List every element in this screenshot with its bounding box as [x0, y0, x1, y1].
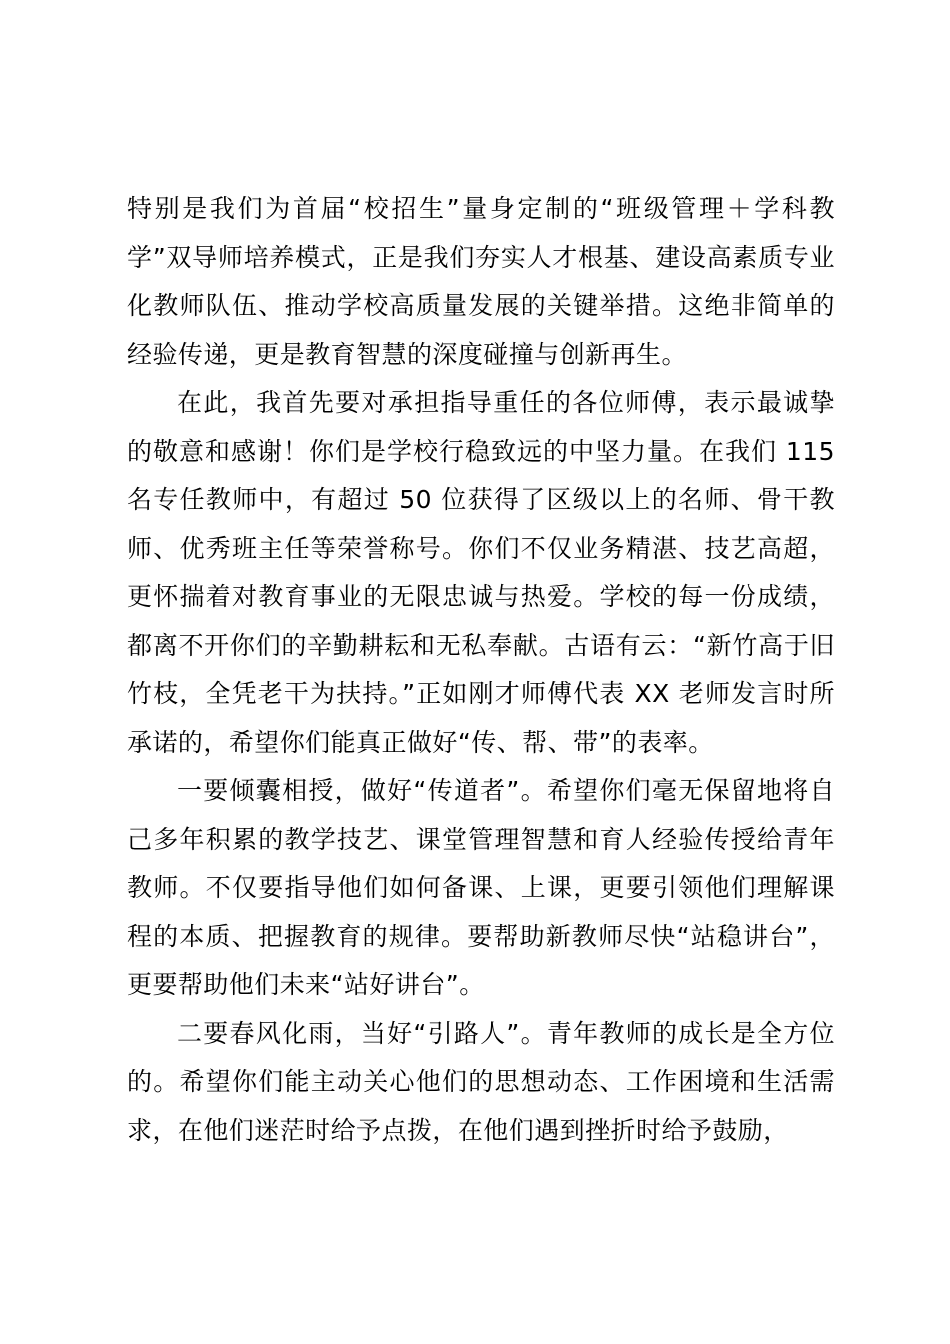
text-line: 旧竹枝，全凭老干为扶持。”正如刚才师傅代表 XX 老师发言: [127, 630, 835, 708]
document-body: [127, 185, 835, 1155]
text-line: 二要春风化雨，当好“引路人”。青年教师的成长是全方: [177, 1018, 810, 1048]
text-line: 师、优秀班主任等荣誉称号。你们不仅业务精湛、技艺高超，: [127, 533, 835, 563]
paragraph: [127, 767, 835, 1010]
text-line: 更怀揣着对教育事业的无限忠诚与热爱。学校的每一份成绩，: [127, 582, 835, 611]
paragraph: [127, 1010, 835, 1156]
paragraph: [127, 379, 835, 767]
text-line: 位的。希望你们能主动关心他们的思想动态、工作困境和生活: [127, 1018, 835, 1096]
text-line: 的敬意和感谢！你们是学校行稳致远的中坚力量。在我们 115: [127, 436, 835, 466]
text-line: 需求，在他们迷茫时给予点拨，在他们遇到挫折时给予鼓励，: [127, 1067, 835, 1145]
text-line: 学”双导师培养模式，正是我们夯实人才根基、建设高素质专: [127, 242, 810, 272]
text-line: 的经验传递，更是教育智慧的深度碰撞与创新再生。: [127, 291, 835, 369]
text-line: 业化教师队伍、推动学校高质量发展的关键举措。这绝非简单: [127, 242, 835, 320]
text-line: 台”，更要帮助他们未来“站好讲台”。: [127, 921, 835, 999]
text-line: 时所承诺的，希望你们能真正做好“传、帮、带”的表率。: [127, 679, 836, 757]
text-line: 在此，我首先要对承担指导重任的各位师傅，表示最诚挚: [177, 388, 835, 417]
text-line: 特别是我们为首届“校招生”量身定制的“班级管理＋学科教: [127, 194, 835, 223]
paragraph: [127, 185, 835, 379]
text-line: 年教师。不仅要指导他们如何备课、上课，更要引领他们理解: [127, 824, 835, 902]
text-line: 自己多年积累的教学技艺、课堂管理智慧和育人经验传授给青: [127, 776, 835, 854]
text-line: 课程的本质、把握教育的规律。要帮助新教师尽快“站稳讲: [127, 873, 835, 951]
text-line: 都离不开你们的辛勤耕耘和无私奉献。古语有云：“新竹高于: [127, 630, 810, 660]
text-line: 一要倾囊相授，做好“传道者”。希望你们毫无保留地将: [177, 776, 810, 805]
text-line: 名专任教师中，有超过 50 位获得了区级以上的名师、骨干教: [127, 485, 835, 514]
